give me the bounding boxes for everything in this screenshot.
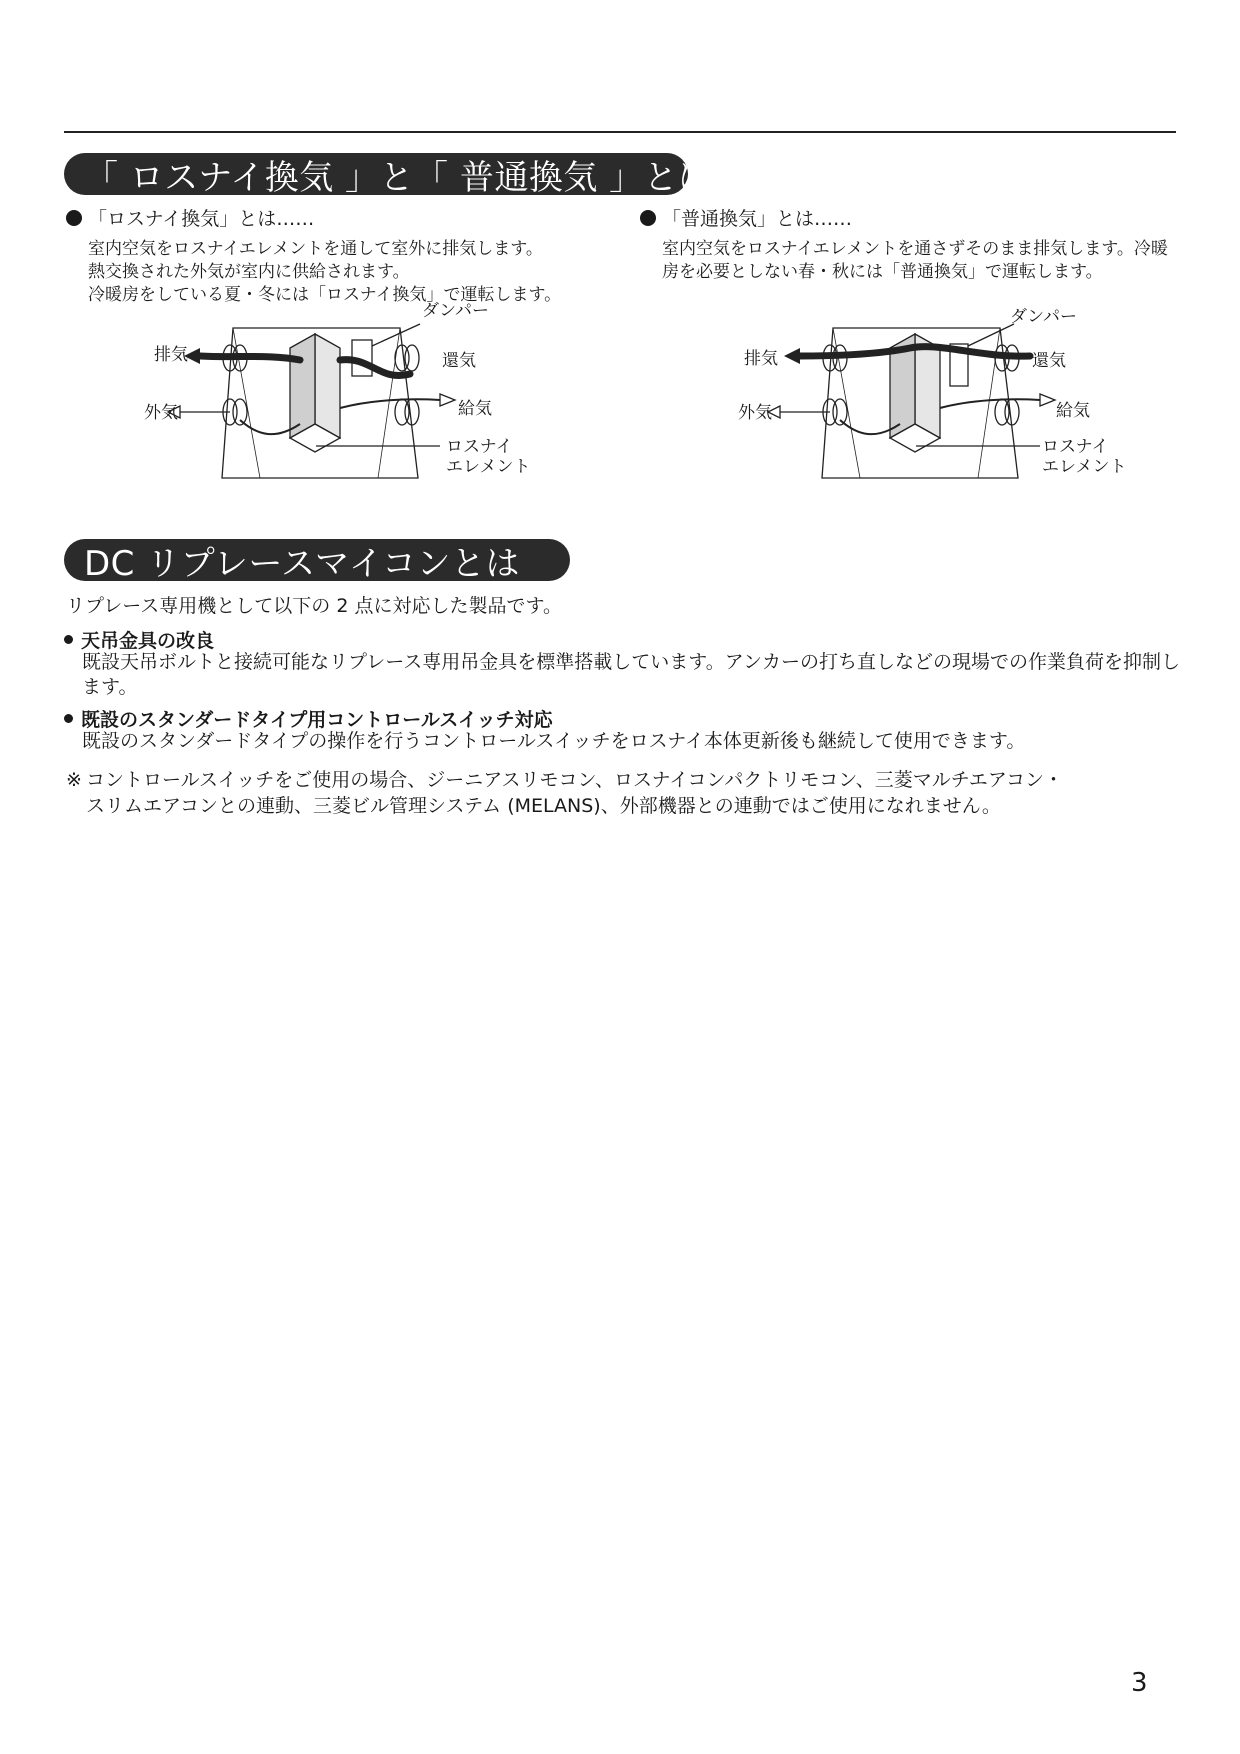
note-mark: ※ [66, 769, 82, 791]
lossnay-ventilation-heading [66, 204, 314, 231]
normal-ventilation-heading [640, 204, 852, 231]
usage-note [66, 767, 1186, 819]
dc-replace-intro: リプレース専用機として以下の 2 点に対応した製品です。 [66, 595, 562, 617]
element-label-line2: エレメント [446, 457, 531, 477]
normal-heading-text: 「普通換気」とは…… [662, 208, 853, 230]
element-label-line2: エレメント [1042, 457, 1127, 477]
page-number: 3 [1131, 1668, 1148, 1698]
element-label-line1: ロスナイ [446, 437, 513, 457]
bullet-dot-icon [66, 210, 82, 226]
return-air-label: 還気 [442, 351, 476, 371]
bullet-dot-icon [64, 635, 73, 644]
damper-label: ダンパー [1010, 307, 1077, 327]
normal-ventilation-diagram [730, 307, 1130, 487]
lossnay-line-3: 冷暖房をしている夏・冬には「ロスナイ換気」で運転します。 [88, 285, 562, 305]
supply-air-label: 給気 [458, 399, 492, 419]
section-title-dc-replace: DC リプレースマイコンとは [64, 539, 570, 581]
return-air-label: 還気 [1032, 351, 1066, 371]
exhaust-label: 排気 [154, 345, 188, 365]
note-line-1: コントロールスイッチをご使用の場合、ジーニアスリモコン、ロスナイコンパクトリモコン、三菱マルチエアコン・ [86, 769, 1063, 791]
outside-air-label: 外気 [738, 403, 772, 423]
section-title-ventilation: 「 ロスナイ換気 」と「 普通換気 」とは [64, 153, 688, 195]
exhaust-label: 排気 [744, 349, 778, 369]
item-2-title-text: 既設のスタンダードタイプ用コントロールスイッチ対応 [81, 709, 553, 731]
bullet-dot-icon [640, 210, 656, 226]
lossnay-ventilation-diagram [140, 301, 540, 486]
supply-air-label: 給気 [1056, 401, 1090, 421]
lossnay-line-2: 熱交換された外気が室内に供給されます。 [88, 262, 410, 282]
normal-description [662, 238, 1182, 284]
lossnay-line-1: 室内空気をロスナイエレメントを通して室外に排気します。 [88, 239, 543, 259]
item-1-title [64, 626, 214, 653]
normal-text: 室内空気をロスナイエレメントを通さずそのまま排気します。冷暖房を必要としない春・秋には「普通換気」で運転します。 [662, 239, 1168, 282]
item-1-body: 既設天吊ボルトと接続可能なリプレース専用吊金具を標準搭載しています。アンカーの打ち直しなどの現場での作業負荷を抑制します。 [82, 651, 1181, 698]
element-label-line1: ロスナイ [1042, 437, 1109, 457]
lossnay-heading-text: 「ロスナイ換気」とは…… [88, 208, 315, 230]
item-2-body: 既設のスタンダードタイプの操作を行うコントロールスイッチをロスナイ本体更新後も継続して使用できます。 [82, 730, 1026, 752]
bullet-dot-icon [64, 714, 73, 723]
lossnay-description [88, 238, 628, 307]
note-line-2: スリムエアコンとの連動、三菱ビル管理システム (MELANS)、外部機器との連動ではご使用になれません。 [86, 795, 1001, 817]
outside-air-label: 外気 [144, 403, 178, 423]
item-1-title-text: 天吊金具の改良 [81, 630, 215, 652]
damper-label: ダンパー [422, 301, 489, 321]
item-2-title [64, 705, 553, 732]
top-rule [64, 131, 1176, 133]
